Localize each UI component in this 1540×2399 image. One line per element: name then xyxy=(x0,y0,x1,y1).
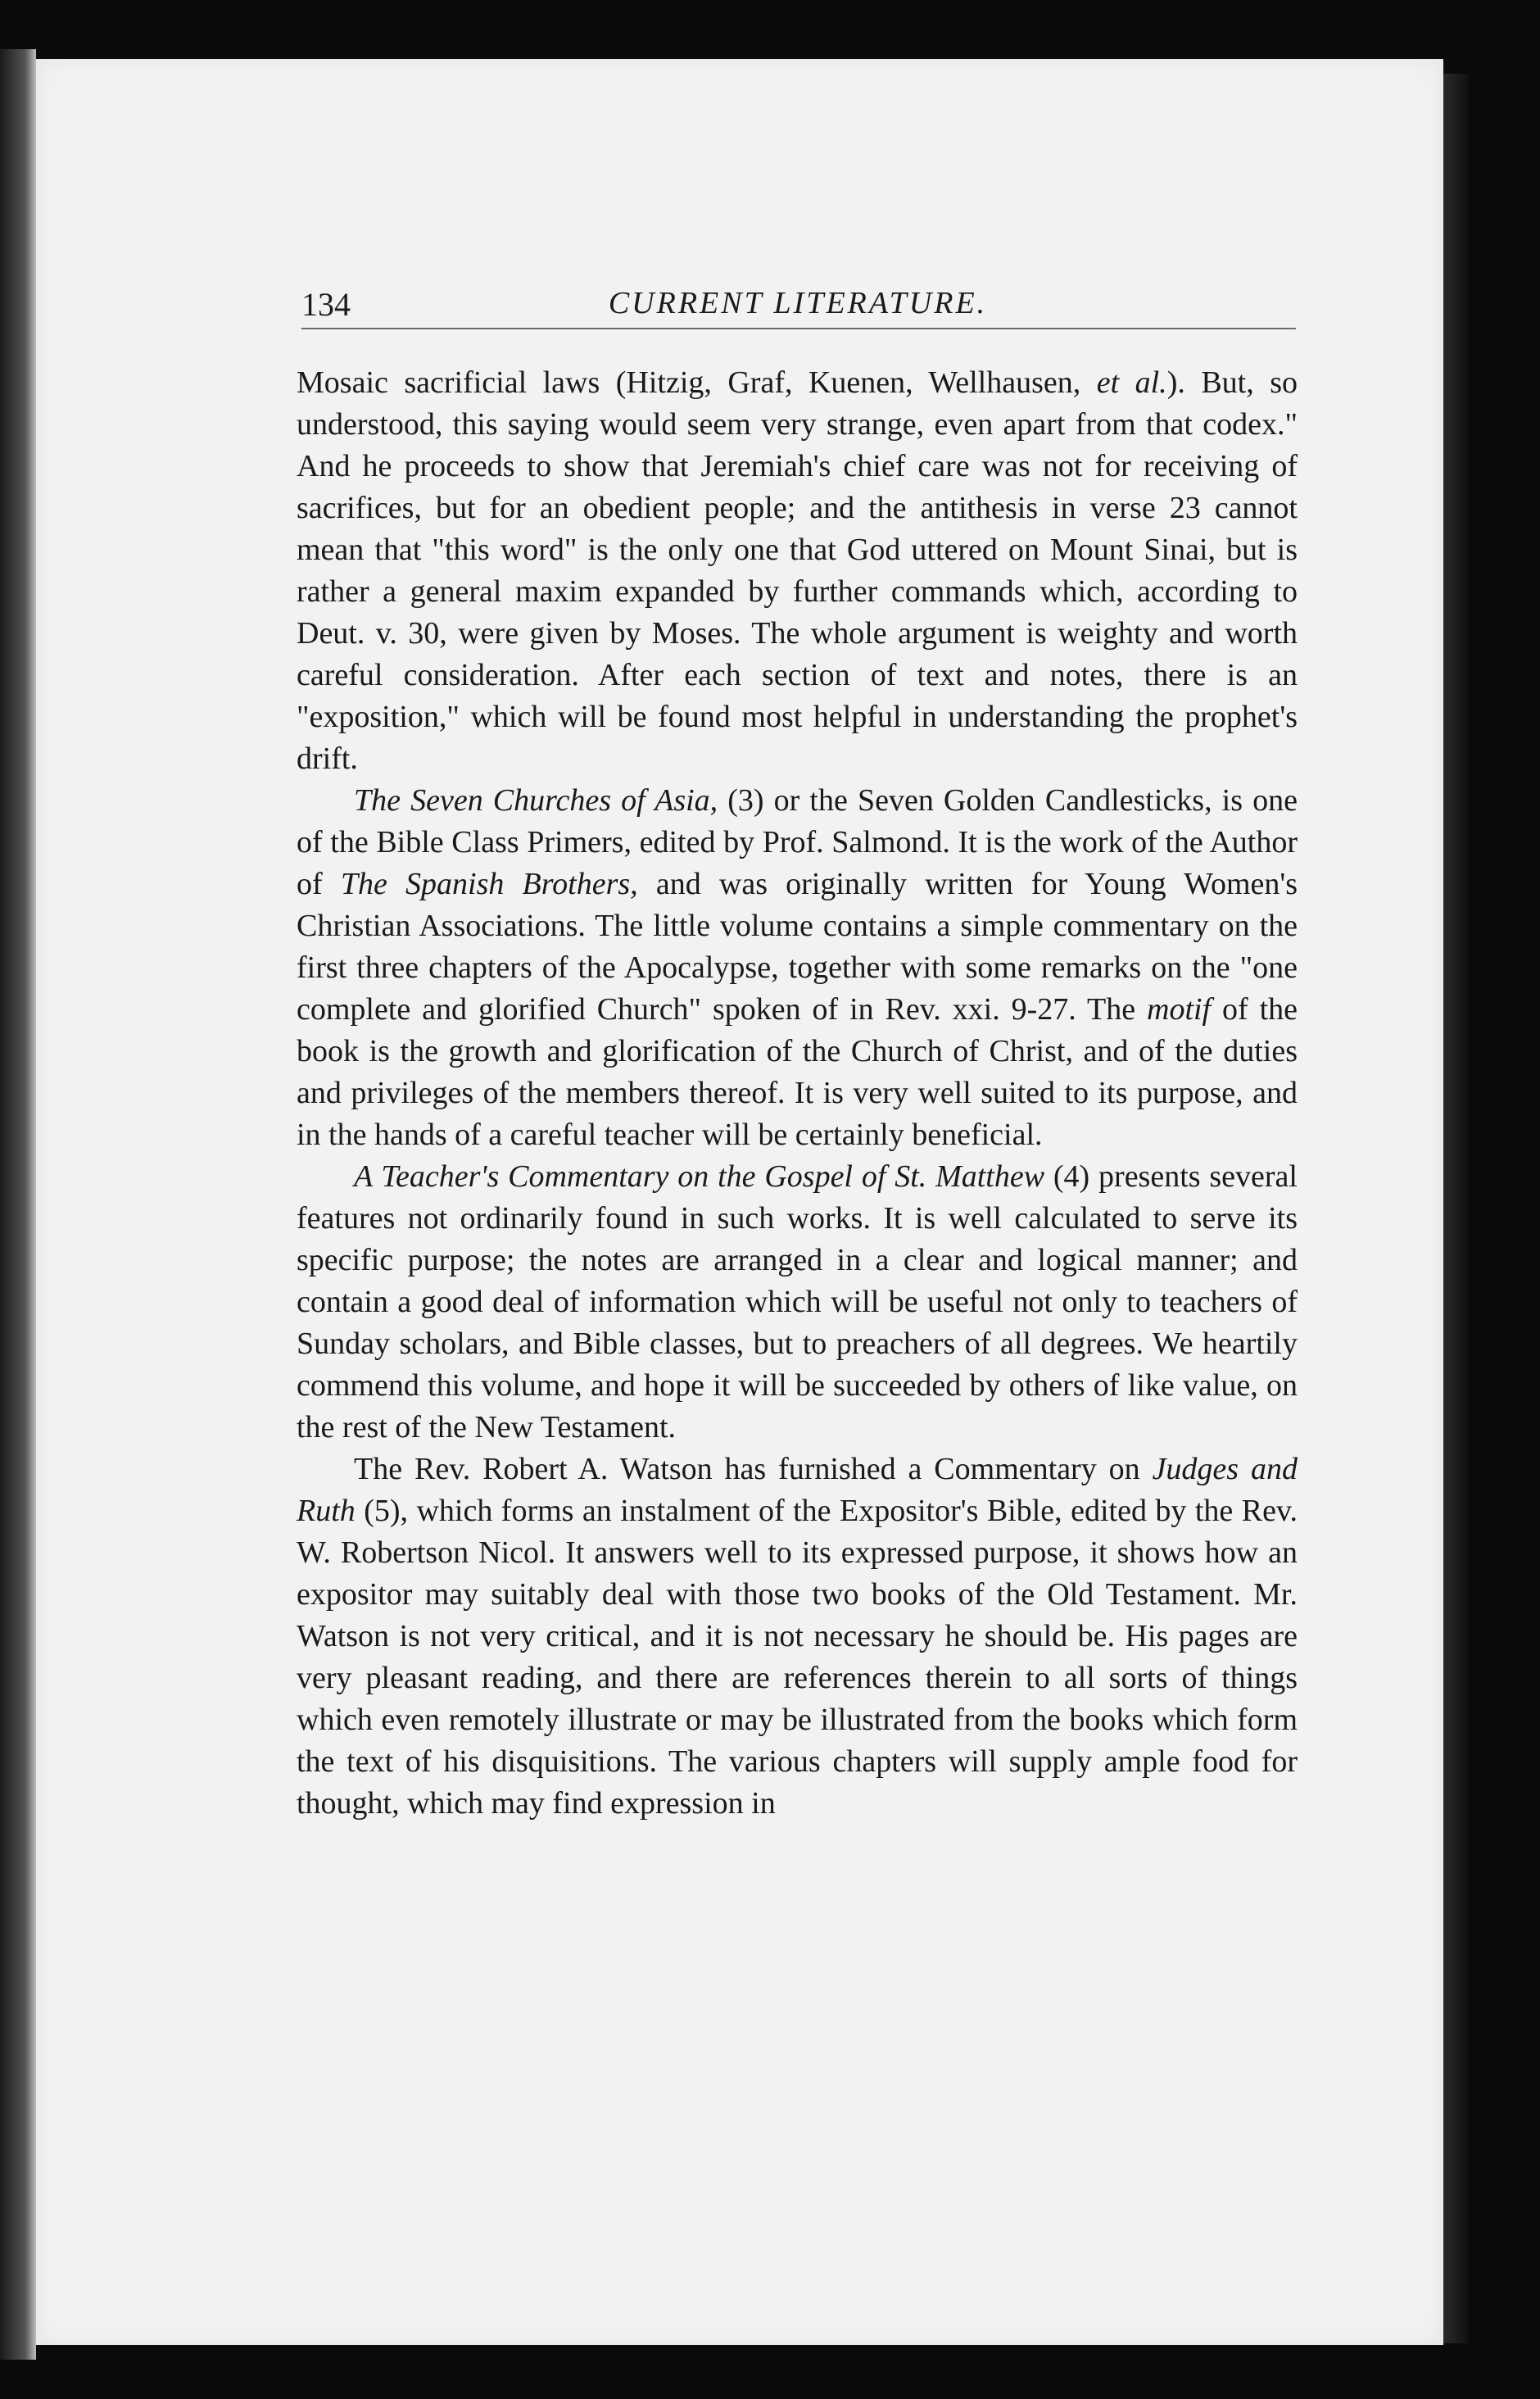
italic-text-run: A Teacher's Commentary on the Gospel of St. Matthew xyxy=(354,1159,1045,1194)
italic-text-run: The Spanish Brothers, xyxy=(340,867,638,901)
text-run: (3) or the Seven Golden Candlesticks, is one of the Bible Class Primers, edited by Prof. Salmond. It is the work of the Author of xyxy=(297,783,1298,901)
body-text xyxy=(297,362,1298,1825)
italic-text-run: motif xyxy=(1147,992,1212,1027)
text-run: (4) presents several features not ordinarily found in such works. It is well calculated to serve its specific purpose; the notes are arranged in a clear and logical manner; and contain a good deal of information which will be useful not only to teachers of Sunday scholars, and Bible classes, but to preachers of all degrees. We heartily commend this volume, and hope it will be succeeded by others of like value, on the rest of the New Testament. xyxy=(297,1159,1298,1444)
text-run: of the book is the growth and glorification of the Church of Christ, and of the duties and privileges of the members thereof. It is very well suited to its purpose, and in the hands of a careful teacher will be certainly beneficial. xyxy=(297,992,1298,1152)
page-header xyxy=(301,277,1294,329)
text-run: Mosaic sacrificial laws (Hitzig, Graf, Kuenen, Wellhausen, xyxy=(297,365,1097,400)
italic-text-run: Judges and Ruth xyxy=(297,1452,1298,1528)
paragraph xyxy=(297,1449,1298,1825)
italic-text-run: The Seven Churches of Asia, xyxy=(354,783,718,818)
page-number: 134 xyxy=(301,286,351,323)
text-run: and was originally written for Young Women's Christian Associations. The little volume contains a simple commentary on the first three chapters of the Apocalypse, together with some remarks on the "one complete and glorified Church" spoken of in Rev. xxi. 9-27. The xyxy=(297,867,1298,1027)
paragraph xyxy=(297,362,1298,780)
paragraph xyxy=(297,1156,1298,1449)
italic-text-run: et al. xyxy=(1096,365,1167,400)
page-edge-shadow xyxy=(0,49,36,2360)
header-rule xyxy=(301,328,1296,329)
running-title: CURRENT LITERATURE. xyxy=(608,286,988,320)
text-run: (5), which forms an instalment of the Expositor's Bible, edited by the Rev. W. Robertson Nicol. It answers well to its expressed purpose, it shows how an expositor may suitably deal with those two books of the Old Testament. Mr. Watson is not very critical, and it is not necessary he should be. His pages are very pleasant reading, and there are references therein to all sorts of things which even remotely illustrate or may be illustrated from the books which form the text of his disquisitions. The various chapters will supply ample food for thought, which may find expression in xyxy=(297,1494,1298,1821)
page-spine-shadow xyxy=(1443,74,1468,2343)
text-run: The Rev. Robert A. Watson has furnished a Commentary on xyxy=(354,1452,1153,1486)
text-run: ). But, so understood, this saying would seem very strange, even apart from that codex." And he proceeds to show that Jeremiah's chief care was not for receiving of sacrifices, but for an obedient people; and the antithesis in verse 23 cannot mean that "this word" is the only one that God uttered on Mount Sinai, but is rather a general maxim expanded by further commands which, according to Deut. v. 30, were given by Moses. The whole argument is weighty and worth careful consideration. After each section of text and notes, there is an "exposition," which will be found most helpful in understanding the prophet's drift. xyxy=(297,365,1298,776)
paragraph xyxy=(297,780,1298,1156)
